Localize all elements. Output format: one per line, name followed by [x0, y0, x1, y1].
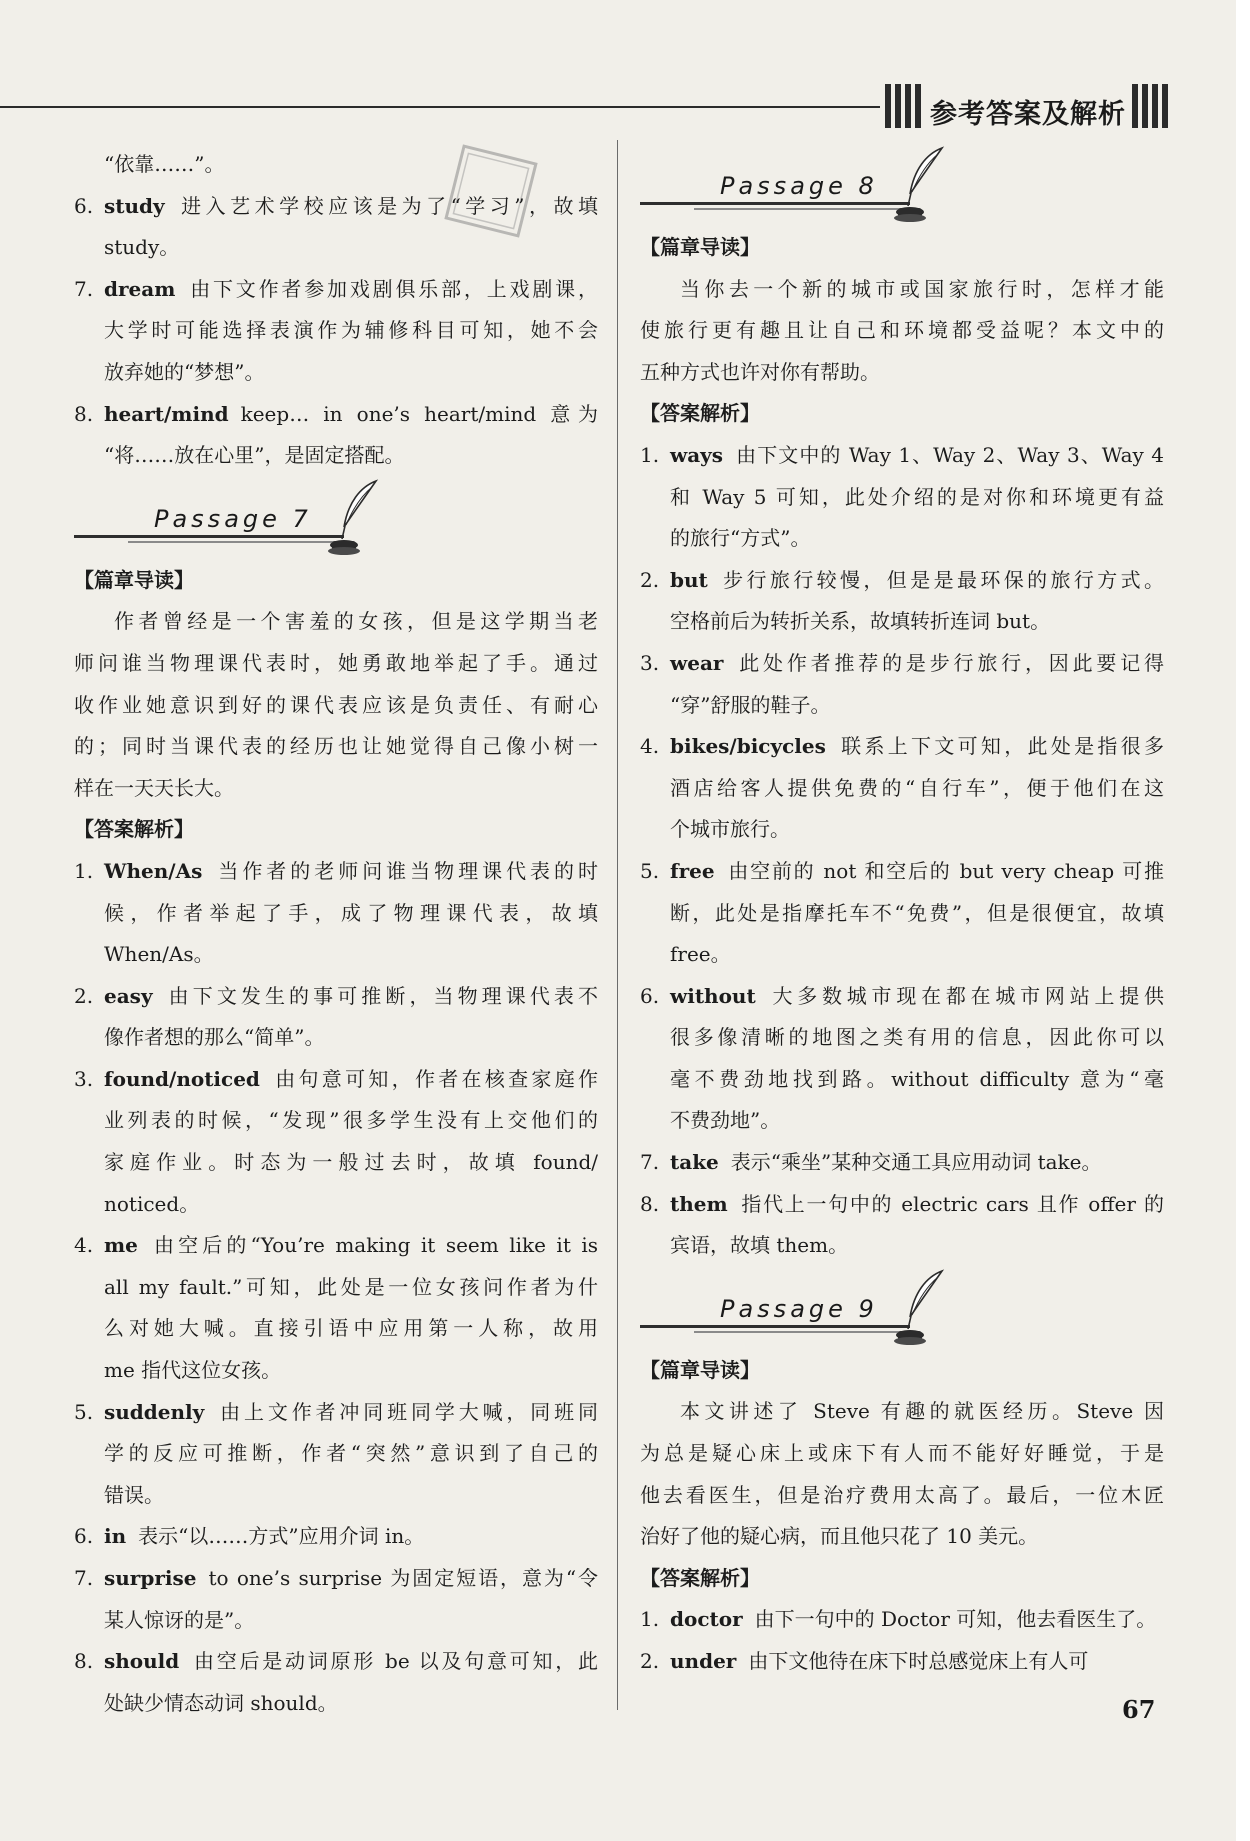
- answer-line: [74, 1350, 598, 1392]
- passage-title: Passage 9: [720, 1294, 878, 1323]
- explanation-text: 毫不费劲地找到路。without difficulty 意为“毫: [670, 1066, 1164, 1091]
- explanation-text: “穿”舒服的鞋子。: [670, 692, 831, 717]
- answer-word: doctor: [670, 1607, 743, 1632]
- answer-line: [640, 518, 1164, 560]
- intro-line: 师问谁当物理课代表时，她勇敢地举起了手。通过: [74, 650, 598, 675]
- explanation-text: 家庭作业。时态为一般过去时，故填 found/: [104, 1150, 598, 1175]
- explanation-text: When/As。: [104, 942, 214, 967]
- explanation-text: me 指代这位女孩。: [104, 1358, 282, 1383]
- explanation-text: 由句意可知，作者在核查家庭作: [271, 1066, 598, 1091]
- item-number: 1.: [640, 1607, 660, 1632]
- explanation-text: keep… in one’s heart/mind 意为: [240, 401, 598, 426]
- explanation-text: 断，此处是指摩托车不“免费”，但是很便宜，故填: [670, 900, 1164, 925]
- answer-line: [640, 560, 1164, 602]
- answer-word: bikes/bicycles: [670, 734, 826, 759]
- banner-rule-thin: [128, 541, 344, 543]
- item-number: 5.: [74, 1399, 94, 1424]
- answer-line: [74, 893, 598, 935]
- answer-item: [74, 1558, 598, 1641]
- explanation-text: 进入艺术学校应该是为了“学习”，故填: [176, 193, 598, 218]
- explanation-text: 当作者的老师问谁当物理课代表的时: [214, 858, 598, 883]
- answer-word: should: [104, 1649, 180, 1674]
- answer-word: me: [104, 1233, 138, 1258]
- answer-line: [640, 768, 1164, 810]
- banner-rule: [640, 202, 910, 205]
- passage7-intro-heading: 【篇章导读】: [74, 567, 194, 592]
- intro-line: 治好了他的疑心病，而且他只花了 10 美元。: [640, 1524, 1039, 1549]
- passage-banner: [74, 477, 598, 560]
- answer-line: [640, 726, 1164, 768]
- answer-line: [74, 435, 598, 477]
- intro-line: 的；同时当课代表的经历也让她觉得自己像小树一: [74, 734, 598, 759]
- explanation-text: 由上文作者冲同班同学大喊，同班同: [216, 1399, 598, 1424]
- passage8-answers-heading: 【答案解析】: [640, 401, 760, 426]
- answer-item: [640, 851, 1164, 976]
- answer-line: [74, 1308, 598, 1350]
- answer-line: [74, 394, 598, 436]
- answer-line: [74, 310, 598, 352]
- answer-line: [640, 893, 1164, 935]
- answer-word: dream: [104, 276, 176, 301]
- answer-line: [74, 1392, 598, 1434]
- passage9-answers-heading: 【答案解析】: [640, 1565, 760, 1590]
- explanation-text: 某人惊讶的是”。: [104, 1607, 255, 1632]
- explanation-text: free。: [670, 942, 731, 967]
- answer-word: them: [670, 1191, 728, 1216]
- answer-line: [74, 1600, 598, 1642]
- intro-line: 他去看医生，但是治疗费用太高了。最后，一位木匠: [640, 1482, 1164, 1507]
- item-number: 3.: [640, 650, 660, 675]
- answer-word: found/noticed: [104, 1066, 260, 1091]
- explanation-text: 此处作者推荐的是步行旅行，因此要记得: [735, 650, 1164, 675]
- answer-line: [74, 186, 598, 228]
- answer-line: [74, 1641, 598, 1683]
- item-number: 8.: [640, 1191, 660, 1216]
- explanation-text: to one’s surprise 为固定短语，意为“令: [208, 1566, 598, 1590]
- answer-word: wear: [670, 650, 724, 675]
- explanation-text: 放弃她的“梦想”。: [104, 359, 265, 384]
- answer-line: [640, 976, 1164, 1018]
- answer-line: [640, 685, 1164, 727]
- answer-line: [640, 477, 1164, 519]
- answer-line: [74, 1558, 598, 1600]
- explanation-text: 错误。: [104, 1482, 164, 1507]
- intro-line: 样在一天天长大。: [74, 775, 234, 800]
- column-divider: [617, 140, 618, 1710]
- answer-line: [640, 601, 1164, 643]
- explanation-text: 由空后的“You’re making it seem like it is: [149, 1233, 598, 1258]
- answer-line: [640, 1142, 1164, 1184]
- item-number: 5.: [640, 858, 660, 883]
- explanation-text: 的旅行“方式”。: [670, 526, 811, 551]
- answer-word: but: [670, 567, 708, 592]
- item-number: 8.: [74, 1649, 94, 1674]
- passage-banner: [640, 1267, 1164, 1350]
- answer-item: [640, 435, 1164, 560]
- banner-rule: [74, 535, 344, 538]
- item-number: 1.: [640, 442, 660, 467]
- explanation-text: 表示“乘坐”某种交通工具应用动词 take。: [730, 1150, 1102, 1175]
- explanation-text: all my fault.”可知，此处是一位女孩问作者为什: [104, 1274, 598, 1299]
- explanation-text: 候，作者举起了手，成了物理课代表，故填: [104, 900, 598, 925]
- answer-item: [74, 186, 598, 269]
- answer-item: [640, 1142, 1164, 1184]
- item-number: 7.: [74, 276, 94, 301]
- intro-line: 五种方式也许对你有帮助。: [640, 359, 880, 384]
- answer-line: [74, 1475, 598, 1517]
- intro-line: 收作业她意识到好的课代表应该是负责任、有耐心: [74, 692, 598, 717]
- answer-line: [640, 643, 1164, 685]
- explanation-text: noticed。: [104, 1191, 200, 1216]
- answer-item: [74, 1059, 598, 1225]
- explanation-text: 大学时可能选择表演作为辅修科目可知，她不会: [104, 318, 598, 343]
- explanation-text: 由空前的 not 和空后的 but very cheap 可推: [726, 858, 1164, 883]
- answer-line: [74, 1059, 598, 1101]
- explanation-text: 宾语，故填 them。: [670, 1233, 849, 1258]
- answer-item: [640, 1641, 1164, 1683]
- item-number: 4.: [74, 1233, 94, 1258]
- answer-line: [640, 1100, 1164, 1142]
- answer-item: [640, 560, 1164, 643]
- answer-item: [640, 726, 1164, 851]
- answer-word: in: [104, 1524, 127, 1549]
- explanation-text: 个城市旅行。: [670, 817, 790, 842]
- item-number: 7.: [640, 1150, 660, 1175]
- answer-line: [74, 269, 598, 311]
- banner-rule: [640, 1325, 910, 1328]
- header-rule: [0, 106, 880, 108]
- answer-line: [640, 1225, 1164, 1267]
- answer-line: [640, 851, 1164, 893]
- explanation-text: 很多像清晰的地图之类有用的信息，因此你可以: [670, 1025, 1164, 1050]
- quill-ink-icon: [326, 479, 386, 559]
- answer-item: [640, 976, 1164, 1142]
- explanation-text: 么对她大喊。直接引语中应用第一人称，故用: [104, 1316, 598, 1341]
- answer-line: [74, 1516, 598, 1558]
- passage8-intro-heading: 【篇章导读】: [640, 235, 760, 259]
- passage-banner: [640, 144, 1164, 227]
- answer-word: suddenly: [104, 1399, 205, 1424]
- explanation-text: 和 Way 5 可知，此处介绍的是对你和环境更有益: [670, 484, 1164, 509]
- explanation-text: 空格前后为转折关系，故填转折连词 but。: [670, 609, 1051, 634]
- passage-title: Passage 7: [154, 504, 312, 533]
- answer-line: [640, 1599, 1164, 1641]
- item-number: 2.: [74, 983, 94, 1008]
- item-number: 8.: [74, 401, 94, 426]
- intro-line: 当你去一个新的城市或国家旅行时，怎样才能: [680, 276, 1164, 301]
- answer-line: [640, 1184, 1164, 1226]
- explanation-text: 指代上一句中的 electric cars 且作 offer 的: [739, 1191, 1164, 1216]
- continuation-line: “依靠……”。: [104, 152, 225, 176]
- explanation-text: 表示“以……方式”应用介词 in。: [138, 1524, 425, 1549]
- item-number: 6.: [74, 1524, 94, 1549]
- quill-ink-icon: [892, 146, 952, 226]
- explanation-text: 联系上下文可知，此处是指很多: [837, 734, 1164, 759]
- explanation-text: 大多数城市现在都在城市网站上提供: [767, 983, 1164, 1008]
- explanation-text: “将……放在心里”，是固定搭配。: [104, 443, 405, 468]
- item-number: 3.: [74, 1066, 94, 1091]
- answer-word: under: [670, 1649, 737, 1673]
- explanation-text: 由空后是动词原形 be 以及句意可知，此: [191, 1649, 598, 1674]
- passage9-intro-heading: 【篇章导读】: [640, 1357, 760, 1382]
- answer-item: [74, 976, 598, 1059]
- answer-line: [640, 1641, 1164, 1683]
- answer-item: [74, 851, 598, 976]
- explanation-text: 学的反应可推断，作者“突然”意识到了自己的: [104, 1441, 598, 1466]
- passage7-answers-heading: 【答案解析】: [74, 817, 194, 842]
- answer-item: [74, 1516, 598, 1558]
- answer-item: [640, 1599, 1164, 1641]
- answer-item: [74, 1392, 598, 1517]
- answer-word: When/As: [104, 858, 203, 883]
- intro-line: 本文讲述了 Steve 有趣的就医经历。Steve 因: [680, 1399, 1164, 1424]
- answer-line: [74, 227, 598, 269]
- passage8-intro: [640, 269, 1164, 394]
- answer-line: [74, 1184, 598, 1226]
- answer-word: study: [104, 193, 165, 218]
- item-number: 6.: [74, 193, 94, 218]
- answer-line: [74, 934, 598, 976]
- quill-ink-icon: [892, 1269, 952, 1349]
- answer-item: [74, 1225, 598, 1391]
- answer-word: free: [670, 858, 715, 883]
- intro-line: 使旅行更有趣且让自己和环境都受益呢？本文中的: [640, 318, 1164, 343]
- intro-line: 为总是疑心床上或床下有人而不能好好睡觉，于是: [640, 1441, 1164, 1466]
- passage9-intro: [640, 1391, 1164, 1557]
- banner-rule-thin: [694, 208, 910, 210]
- answer-line: [74, 1433, 598, 1475]
- answer-line: [640, 809, 1164, 851]
- explanation-text: 由下文中的 Way 1、Way 2、Way 3、Way 4: [735, 442, 1164, 467]
- item-number: 4.: [640, 734, 660, 759]
- explanation-text: 业列表的时候，“发现”很多学生没有上交他们的: [104, 1108, 598, 1133]
- explanation-text: 由下文他待在床下时总感觉床上有人可: [748, 1649, 1089, 1673]
- explanation-text: 酒店给客人提供免费的“自行车”，便于他们在这: [670, 775, 1164, 800]
- answer-line: [74, 1225, 598, 1267]
- item-number: 6.: [640, 983, 660, 1008]
- answer-line: [74, 851, 598, 893]
- answer-word: take: [670, 1150, 719, 1175]
- answer-item: [74, 1641, 598, 1724]
- item-number: 2.: [640, 1649, 660, 1673]
- answer-item: [74, 394, 598, 477]
- explanation-text: 步行旅行较慢，但是是最环保的旅行方式。: [719, 567, 1164, 592]
- left-column: [74, 144, 598, 1724]
- item-number: 7.: [74, 1566, 94, 1590]
- page-number: 67: [1122, 1695, 1156, 1724]
- answer-item: [640, 643, 1164, 726]
- explanation-text: 由下一句中的 Doctor 可知，他去看医生了。: [754, 1607, 1157, 1632]
- answer-line: [640, 934, 1164, 976]
- passage7-intro: [74, 601, 598, 809]
- header-bars-right: [1132, 84, 1172, 132]
- answer-word: surprise: [104, 1566, 197, 1590]
- item-number: 1.: [74, 858, 94, 883]
- intro-line: 作者曾经是一个害羞的女孩，但是这学期当老: [114, 609, 598, 634]
- answer-word: without: [670, 983, 756, 1008]
- answer-line: [74, 1267, 598, 1309]
- answer-line: [74, 1100, 598, 1142]
- answer-word: heart/mind: [104, 401, 229, 426]
- answer-item: [640, 1184, 1164, 1267]
- answer-line: [74, 1017, 598, 1059]
- explanation-text: 像作者想的那么“简单”。: [104, 1025, 325, 1050]
- answer-line: [640, 435, 1164, 477]
- answer-line: [74, 976, 598, 1018]
- right-column: [640, 144, 1164, 1683]
- explanation-text: study。: [104, 235, 180, 260]
- answer-line: [74, 352, 598, 394]
- passage-title: Passage 8: [720, 172, 878, 200]
- answer-line: [74, 1683, 598, 1725]
- answer-word: easy: [104, 983, 153, 1008]
- explanation-text: 处缺少情态动词 should。: [104, 1690, 338, 1715]
- answer-line: [74, 1142, 598, 1184]
- answer-line: [640, 1017, 1164, 1059]
- item-number: 2.: [640, 567, 660, 592]
- explanation-text: 由下文发生的事可推断，当物理课代表不: [164, 983, 598, 1008]
- answer-word: ways: [670, 442, 724, 467]
- header-bars-left: [885, 84, 925, 132]
- answer-item: [74, 269, 598, 394]
- header-title: 参考答案及解析: [930, 99, 1126, 130]
- answer-line: [640, 1059, 1164, 1101]
- explanation-text: 不费劲地”。: [670, 1108, 781, 1133]
- banner-rule-thin: [694, 1331, 910, 1333]
- explanation-text: 由下文作者参加戏剧俱乐部，上戏剧课，: [187, 276, 598, 301]
